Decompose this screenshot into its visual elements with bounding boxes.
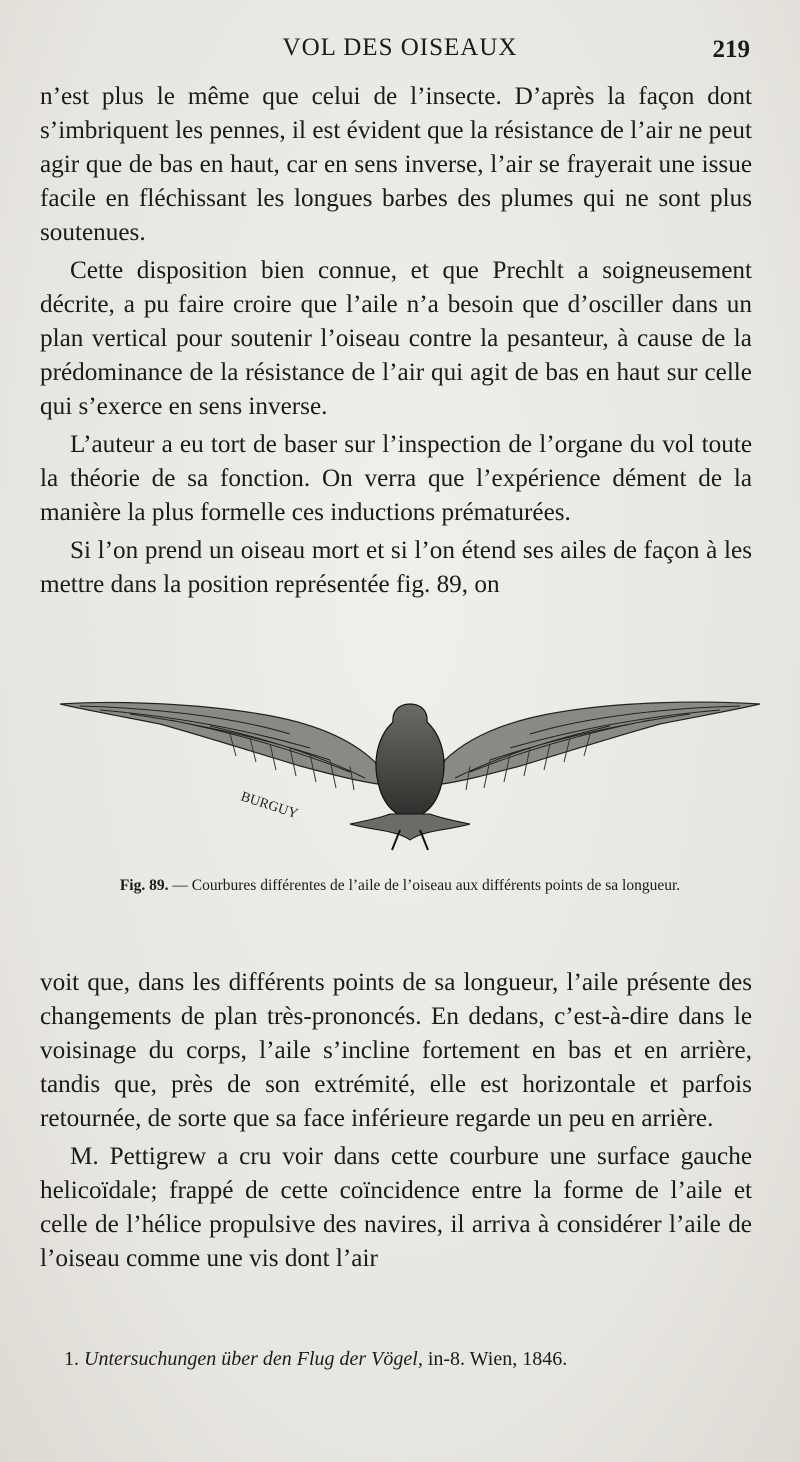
paragraph: M. Pettigrew a cru voir dans cette courbure une surface gauche helicoïdale; frappé de cette coïncidence entre la forme de l’aile et celle de l’hélice propulsive des navires, il arriva à considérer l’aile de l’oiseau comme une vis dont l’air — [40, 1143, 752, 1272]
figure-bird-wings — [60, 690, 760, 865]
page-number: 219 — [712, 36, 750, 63]
footnote-details: in-8. Wien, 1846. — [427, 1348, 568, 1370]
bird-illustration — [60, 690, 760, 865]
running-title: VOL DES OISEAUX — [282, 34, 518, 61]
paragraph: Cette disposition bien connue, et que Prechlt a soigneusement décrite, a pu faire croire que l’aile n’a besoin que d’osciller dans un plan vertical pour soutenir l’oiseau contre la pesanteur, à cause de la prédominance de la résistance de l’air qui agit de bas en haut sur celle qui s’exerce en sens inverse. — [40, 257, 752, 420]
caption-text: — Courbures différentes de l’aile de l’oiseau aux différents points de sa longueur. — [172, 877, 681, 894]
footnote-title: Untersuchungen über den Flug der Vögel, — [84, 1348, 423, 1370]
right-wing — [435, 702, 760, 785]
bird-body — [376, 704, 444, 820]
paragraph: L’auteur a eu tort de baser sur l’inspection de l’organe du vol toute la théorie de sa fonction. On verra que l’expérience dément de la manière la plus formelle ces inductions prématurées. — [40, 431, 752, 526]
figure-caption — [70, 876, 730, 896]
running-head — [40, 34, 760, 70]
caption-label: Fig. 89. — [119, 877, 169, 894]
body-text-top — [40, 80, 752, 606]
paragraph: Si l’on prend un oiseau mort et si l’on étend ses ailes de façon à les mettre dans la position représentée fig. 89, on — [40, 537, 752, 598]
left-wing — [60, 702, 385, 785]
illustrator-signature: BURGUY — [238, 789, 300, 823]
body-text-bottom — [40, 966, 752, 1280]
paragraph: voit que, dans les différents points de sa longueur, l’aile présente des changements de plan très-prononcés. En dedans, c’est-à-dire dans le voisinage du corps, l’aile s’incline fortement en bas et en arrière, tandis que, près de son extrémité, elle est horizontale et parfois retournée, de sorte que sa face inférieure regarde un peu en arrière. — [40, 969, 752, 1132]
bird-tail — [350, 814, 470, 840]
footnote-number: 1. — [64, 1348, 79, 1370]
paragraph: n’est plus le même que celui de l’insecte. D’après la façon dont s’imbriquent les pennes, il est évident que la résistance de l’air ne peut agir que de bas en haut, car en sens inverse, l’air se frayerait une issue facile en fléchissant les longues barbes des plumes qui ne sont plus soutenues. — [40, 83, 752, 246]
footnote — [64, 1348, 764, 1371]
